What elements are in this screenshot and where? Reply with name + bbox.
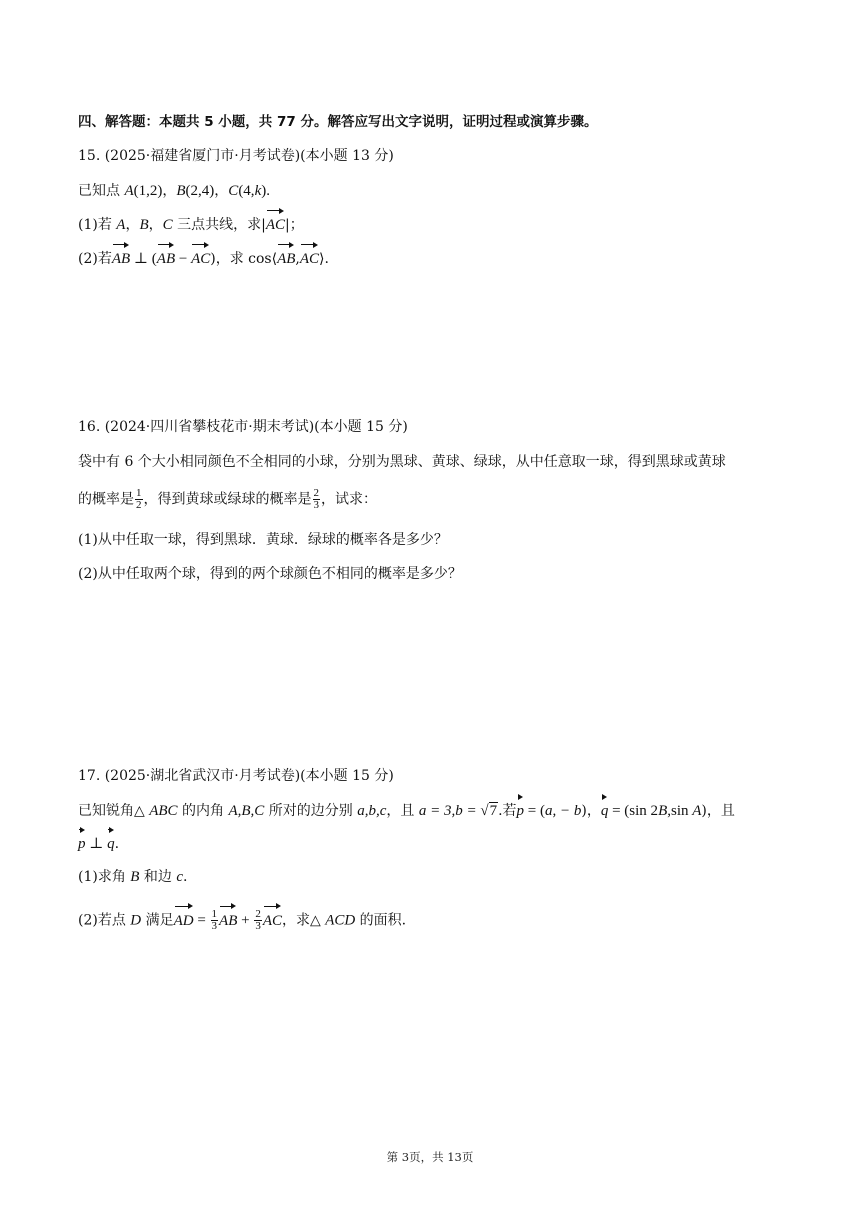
q17-header: 17. (2025·湖北省武汉市·月考试卷)(本小题 15 分): [78, 768, 394, 784]
fraction-two-thirds: $\frac{2}{3}$: [313, 487, 319, 511]
page-footer: 第 3页，共 13页: [386, 1150, 474, 1164]
fraction-one-half: $\frac{1}{2}$: [136, 487, 142, 511]
q16-part1: (1)从中任取一球，得到黑球．黄球．绿球的概率各是多少？: [78, 532, 448, 548]
q15-part2: (2)若 AB ⊥ ( AB − AC)，求 cos⟨ AB, AC⟩.: [78, 249, 329, 269]
q15-header: 15. (2025·福建省厦门市·月考试卷)(本小题 13 分): [78, 148, 394, 164]
q16-stem-line1: 袋中有 6 个大小相同颜色不全相同的小球，分别为黑球、黄球、绿球，从中任意取一球，得到黑球或黄球: [78, 454, 726, 470]
q17-part2: (2)若点 D 满足 AD = $\frac{1}{3}$ AB + $\frac{2}{3}$ AC，求△ ACD 的面积.: [78, 909, 406, 932]
section-heading: 四、解答题：本题共 5 小题，共 77 分。解答应写出文字说明，证明过程或演算步骤。: [78, 114, 598, 130]
q15-stem: 已知点 A(1,2)，B(2,4)，C(4,k).: [78, 183, 270, 199]
q16-part2: (2)从中任取两个球，得到的两个球颜色不相同的概率是多少？: [78, 566, 462, 582]
q15-part1: (1)若 A，B，C 三点共线，求| AC|；: [78, 215, 304, 235]
q17-stem-line2: p ⊥ q.: [78, 834, 119, 854]
q16-stem-line2: 的概率是 $\frac{1}{2}$ ，得到黄球或绿球的概率是 $\frac{2}{3}$ ，试求：: [78, 487, 377, 511]
q17-part1: (1)求角 B 和边 c.: [78, 869, 188, 885]
q17-stem-line1: 已知锐角△ ABC 的内角 A,B,C 所对的边分别 a,b,c，且 a = 3,b = √7.若 p = (a, − b)， q = (sin 2B,sin A)，且: [78, 801, 735, 821]
q16-header: 16. (2024·四川省攀枝花市·期末考试)(本小题 15 分): [78, 419, 408, 435]
